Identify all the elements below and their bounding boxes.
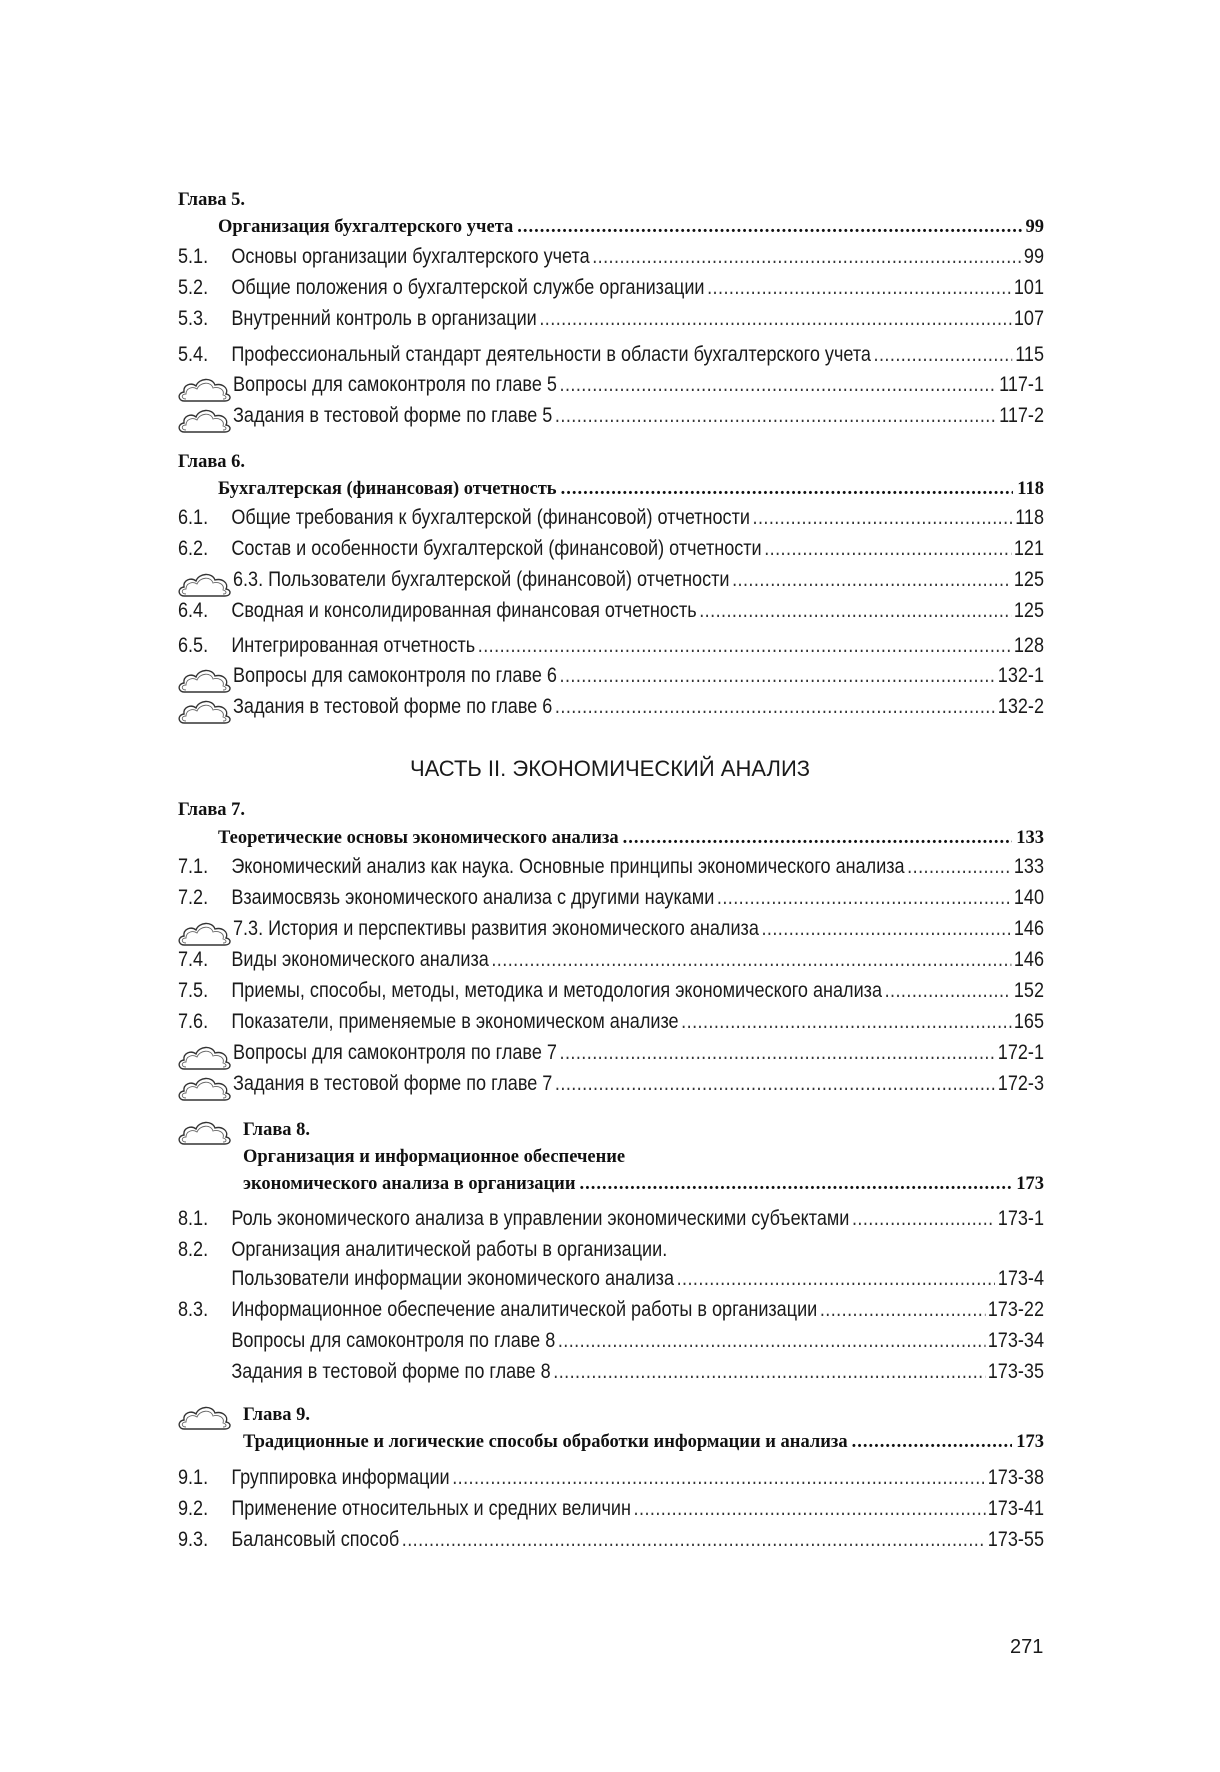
toc-entry[interactable]: Вопросы для самоконтроля по главе 5 ..... 117-1 (233, 373, 1044, 403)
toc-entry[interactable]: 6.2. Состав и особенности бухгалтерской (финансовой) отчетности ..... 121 (178, 537, 1044, 567)
cloud-icon (176, 697, 232, 725)
cloud-icon (176, 406, 232, 434)
chapter-5-label: Глава 5. (178, 190, 246, 210)
part-heading: ЧАСТЬ II. ЭКОНОМИЧЕСКИЙ АНАЛИЗ (409, 756, 811, 781)
toc-entry[interactable]: 9.2. Применение относительных и средних величин ..... 173-41 (178, 1497, 1044, 1527)
chapter-6-title[interactable] (218, 479, 1044, 500)
toc-entry[interactable]: 7.5. Приемы, способы, методы, методика и методология экономического анализа ..... 152 (178, 979, 1044, 1009)
chapter-title-text: экономического анализа в организации (243, 1174, 576, 1194)
cloud-icon (176, 1043, 232, 1071)
toc-entry[interactable]: 5.4. Профессиональный стандарт деятельности в области бухгалтерского учета ..... 115 (178, 343, 1044, 373)
toc-entry[interactable]: Задания в тестовой форме по главе 7 ..... 172-3 (233, 1072, 1044, 1102)
cloud-icon (176, 1118, 232, 1146)
toc-entry[interactable]: 5.3. Внутренний контроль в организации ..... 107 (178, 307, 1044, 337)
toc-entry[interactable]: 7.1. Экономический анализ как наука. Основные принципы экономического анализа ..... 133 (178, 855, 1044, 885)
chapter-8-title-line1: Организация и информационное обеспечение (243, 1147, 626, 1167)
chapter-5-title[interactable] (218, 217, 1044, 238)
toc-entry[interactable]: Вопросы для самоконтроля по главе 8 ..... 173-34 (178, 1329, 1044, 1359)
cloud-icon (176, 1403, 232, 1431)
cloud-icon (176, 375, 232, 403)
toc-entry[interactable]: 7.3. История и перспективы развития экономического анализа ..... 146 (233, 917, 1044, 947)
chapter-8-title[interactable] (243, 1174, 1044, 1195)
chapter-page: 99 (1025, 217, 1044, 237)
chapter-7-label: Глава 7. (178, 800, 246, 820)
toc-entry[interactable]: 8.2. Организация аналитической работы в организации. (178, 1238, 668, 1261)
chapter-9-label: Глава 9. (243, 1405, 311, 1425)
chapter-title-text: Теоретические основы экономического анализа (218, 828, 619, 848)
toc-entry[interactable]: 5.2. Общие положения о бухгалтерской службе организации ..... 101 (178, 276, 1044, 306)
chapter-8-label: Глава 8. (243, 1120, 311, 1140)
toc-entry[interactable]: Вопросы для самоконтроля по главе 7 ..... 172-1 (233, 1041, 1044, 1071)
toc-entry[interactable]: Задания в тестовой форме по главе 6 ..... 132-2 (233, 695, 1044, 725)
chapter-page: 118 (1017, 479, 1044, 499)
chapter-title-text: Традиционные и логические способы обработки информации и анализа (243, 1432, 848, 1452)
chapter-6-label: Глава 6. (178, 452, 246, 472)
chapter-7-title[interactable] (218, 828, 1044, 849)
cloud-icon (176, 666, 232, 694)
toc-entry[interactable]: 6.4. Сводная и консолидированная финансовая отчетность ..... 125 (178, 599, 1044, 629)
cloud-icon (176, 570, 232, 598)
toc-entry[interactable]: 7.6. Показатели, применяемые в экономическом анализе ..... 165 (178, 1010, 1044, 1040)
toc-entry[interactable]: 8.3. Информационное обеспечение аналитической работы в организации ..... 173-22 (178, 1298, 1044, 1328)
toc-entry[interactable]: 7.4. Виды экономического анализа ..... 146 (178, 948, 1044, 978)
chapter-page: 173 (1016, 1174, 1044, 1194)
toc-entry[interactable]: 9.1. Группировка информации ..... 173-38 (178, 1466, 1044, 1496)
toc-entry[interactable]: 6.5. Интегрированная отчетность ..... 128 (178, 634, 1044, 664)
chapter-page: 133 (1016, 828, 1044, 848)
chapter-title-text: Организация бухгалтерского учета (218, 217, 514, 237)
toc-entry[interactable]: 8.1. Роль экономического анализа в управлении экономическими субъектами ..... 173-1 (178, 1207, 1044, 1237)
chapter-title-text: Бухгалтерская (финансовая) отчетность (218, 479, 557, 499)
toc-entry[interactable]: 6.1. Общие требования к бухгалтерской (финансовой) отчетности ..... 118 (178, 506, 1044, 536)
toc-entry[interactable]: 7.2. Взаимосвязь экономического анализа с другими науками ..... 140 (178, 886, 1044, 916)
cloud-icon (176, 919, 232, 947)
chapter-9-title[interactable] (243, 1432, 1044, 1453)
chapter-page: 173 (1016, 1432, 1044, 1452)
toc-entry[interactable]: Пользователи информации экономического анализа ..... 173-4 (178, 1267, 1044, 1297)
page-number: 271 (1010, 1636, 1044, 1658)
toc-entry[interactable]: Задания в тестовой форме по главе 5 ..... 117-2 (233, 404, 1044, 434)
toc-entry[interactable]: 5.1. Основы организации бухгалтерского учета ..... 99 (178, 245, 1044, 275)
toc-entry[interactable]: Вопросы для самоконтроля по главе 6 ..... 132-1 (233, 664, 1044, 694)
toc-entry[interactable]: 9.3. Балансовый способ ..... 173-55 (178, 1528, 1044, 1558)
toc-entry[interactable]: Задания в тестовой форме по главе 8 ..... 173-35 (178, 1360, 1044, 1390)
cloud-icon (176, 1074, 232, 1102)
toc-entry[interactable]: 6.3. Пользователи бухгалтерской (финансовой) отчетности ..... 125 (233, 568, 1044, 598)
